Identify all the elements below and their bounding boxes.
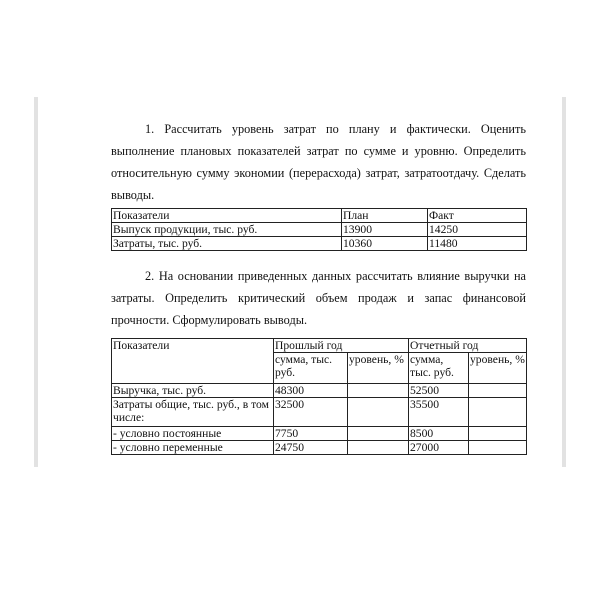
page-left-edge <box>34 97 38 467</box>
task1-text: 1. Рассчитать уровень затрат по плану и фактически. Оценить выполнение плановых показателей затрат по сумме и уровню. Определить относительную сумму экономии (перерасхода) затрат, затратоотдачу. Сделать выводы. <box>111 122 526 202</box>
header-cell: План <box>342 209 428 223</box>
table-cell: 13900 <box>342 223 428 237</box>
task1-paragraph <box>111 118 526 206</box>
subheader-cell: сумма, тыс. руб. <box>274 353 348 384</box>
header-cell: Показатели <box>112 209 342 223</box>
table-cell: 10360 <box>342 237 428 251</box>
table-cell <box>469 384 527 398</box>
table-cell <box>348 398 409 427</box>
table-row <box>112 223 527 237</box>
task2-text: 2. На основании приведенных данных рассчитать влияние выручки на затраты. Определить критический объем продаж и запас финансовой прочности. Сформулировать выводы. <box>111 269 526 327</box>
table-cell: - условно постоянные <box>112 427 274 441</box>
table-cell: Затраты общие, тыс. руб., в том числе: <box>112 398 274 427</box>
table-cell: 52500 <box>409 384 469 398</box>
subheader-cell: сумма, тыс. руб. <box>409 353 469 384</box>
table-header-row <box>112 339 527 353</box>
table-cell: 11480 <box>428 237 527 251</box>
table-row <box>112 237 527 251</box>
task1-table <box>111 208 527 251</box>
table-cell <box>348 384 409 398</box>
table-cell: 8500 <box>409 427 469 441</box>
table-cell <box>348 427 409 441</box>
subheader-cell: уровень, % <box>348 353 409 384</box>
page-right-edge <box>562 97 566 467</box>
task2-table <box>111 338 527 455</box>
table-cell: 32500 <box>274 398 348 427</box>
table-cell: Затраты, тыс. руб. <box>112 237 342 251</box>
table-row <box>112 384 527 398</box>
table-header-row <box>112 209 527 223</box>
header-cell: Отчетный год <box>409 339 527 353</box>
table-cell <box>348 441 409 455</box>
table-cell: 27000 <box>409 441 469 455</box>
header-cell: Показатели <box>112 339 274 384</box>
table-cell <box>469 427 527 441</box>
table-row <box>112 441 527 455</box>
task2-paragraph <box>111 265 526 331</box>
table-row <box>112 427 527 441</box>
table-cell: Выручка, тыс. руб. <box>112 384 274 398</box>
subheader-cell: уровень, % <box>469 353 527 384</box>
header-cell: Прошлый год <box>274 339 409 353</box>
table-cell: Выпуск продукции, тыс. руб. <box>112 223 342 237</box>
table-cell: 24750 <box>274 441 348 455</box>
table-cell: 35500 <box>409 398 469 427</box>
table-cell <box>469 441 527 455</box>
table-cell <box>469 398 527 427</box>
table-row <box>112 398 527 427</box>
table-cell: 48300 <box>274 384 348 398</box>
header-cell: Факт <box>428 209 527 223</box>
table-cell: 14250 <box>428 223 527 237</box>
table-cell: - условно переменные <box>112 441 274 455</box>
table-cell: 7750 <box>274 427 348 441</box>
